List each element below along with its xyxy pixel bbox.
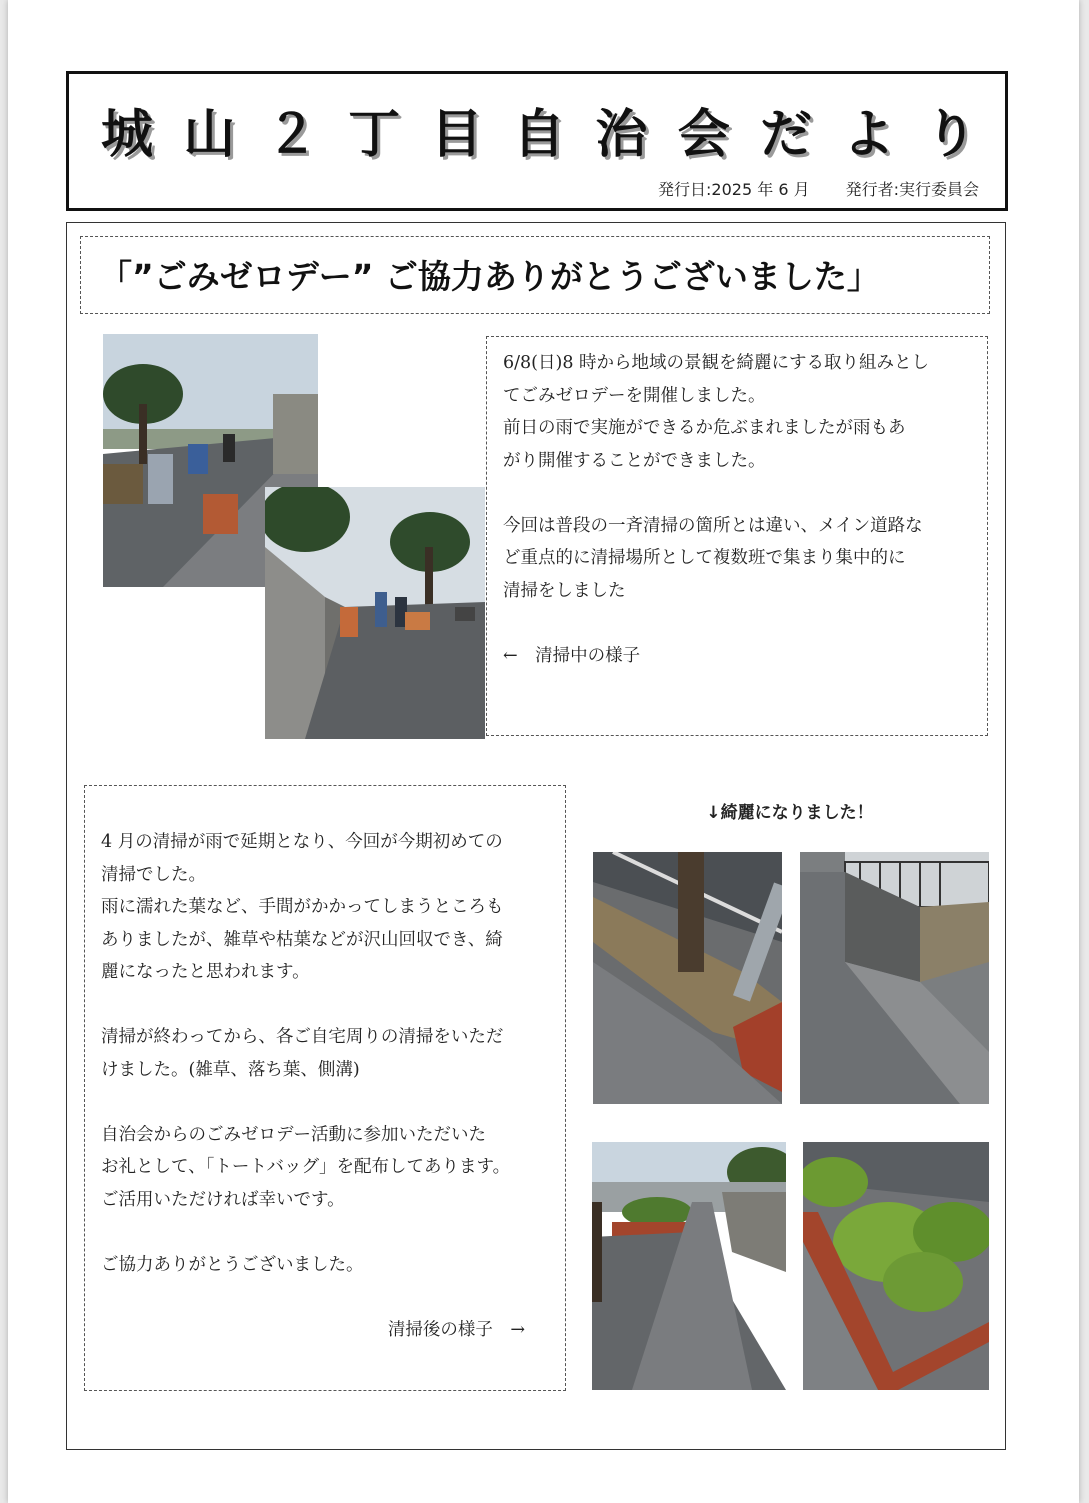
report-line: 自治会からのごみゼロデー活動に参加いただいた bbox=[101, 1124, 486, 1145]
publisher: 発行者:実行委員会 bbox=[845, 180, 979, 199]
after-photo-1 bbox=[593, 852, 782, 1104]
report-line: けました。(雑草、落ち葉、側溝) bbox=[101, 1059, 360, 1080]
after-photo-4 bbox=[803, 1142, 989, 1390]
issue-meta bbox=[658, 177, 979, 200]
photo-icon bbox=[803, 1142, 989, 1390]
issue-date: 発行日:2025 年 6 月 bbox=[658, 180, 810, 199]
title-char: ２ bbox=[265, 105, 318, 165]
title-char: 山 bbox=[183, 105, 236, 165]
summary-line: がり開催することができました。 bbox=[503, 450, 766, 471]
report-line: ご協力ありがとうございました。 bbox=[101, 1254, 364, 1275]
headline-box bbox=[80, 236, 990, 314]
summary-line: 今回は普段の一斉清掃の箇所とは違い、メイン道路な bbox=[503, 515, 923, 536]
summary-line: 前日の雨で実施ができるか危ぶまれましたが雨もあ bbox=[503, 418, 906, 438]
photo-icon bbox=[593, 852, 782, 1104]
after-photo-2 bbox=[800, 852, 989, 1104]
photo-caption-right-arrow: 清掃後の様子 → bbox=[387, 1319, 525, 1340]
report-line: 雨に濡れた葉など、手間がかかってしまうところも bbox=[101, 897, 504, 917]
photo-icon bbox=[800, 852, 989, 1104]
title-char: り bbox=[924, 105, 977, 165]
report-line: 清掃が終わってから、各ご自宅周りの清掃をいただ bbox=[101, 1027, 504, 1047]
photo-caption-left-arrow: ← 清掃中の様子 bbox=[503, 645, 641, 666]
photo-icon bbox=[592, 1142, 786, 1390]
cleanup-photo-2 bbox=[265, 487, 485, 739]
title-char: 会 bbox=[677, 105, 730, 165]
title-char: 自 bbox=[512, 105, 565, 165]
title-char: よ bbox=[842, 105, 895, 165]
title-char: だ bbox=[760, 105, 813, 165]
after-photo-3 bbox=[592, 1142, 786, 1390]
photo-icon bbox=[265, 487, 485, 739]
report-line: ありましたが、雑草や枯葉などが沢山回収でき、綺 bbox=[101, 929, 503, 950]
newsletter-title bbox=[69, 92, 1005, 167]
report-line: 麗になったと思われます。 bbox=[101, 962, 310, 982]
event-summary-box bbox=[486, 336, 988, 736]
report-box bbox=[84, 785, 566, 1391]
title-char: 治 bbox=[595, 105, 648, 165]
title-char: 目 bbox=[430, 105, 483, 165]
title-char: 城 bbox=[101, 105, 154, 165]
summary-line: ど重点的に清掃場所として複数班で集まり集中的に bbox=[503, 548, 906, 568]
masthead bbox=[66, 71, 1008, 211]
after-photos-caption: ↓綺麗になりました！ bbox=[706, 803, 874, 823]
headline: 「”ごみゼロデー” ご協力ありがとうございました」 bbox=[99, 257, 880, 296]
summary-line: てごみゼロデーを開催しました。 bbox=[503, 385, 766, 406]
report-line: お礼として、「トートバッグ」を配布してあります。 bbox=[101, 1157, 511, 1177]
report-line: 清掃でした。 bbox=[101, 864, 206, 885]
report-line: ご活用いただければ幸いです。 bbox=[101, 1189, 345, 1210]
summary-line: 清掃をしました bbox=[503, 580, 626, 601]
summary-line: 6/8(日)8 時から地域の景観を綺麗にする取り組みとし bbox=[503, 353, 930, 373]
title-char: 丁 bbox=[348, 105, 401, 165]
report-line: 4 月の清掃が雨で延期となり、今回が今期初めての bbox=[101, 832, 503, 852]
